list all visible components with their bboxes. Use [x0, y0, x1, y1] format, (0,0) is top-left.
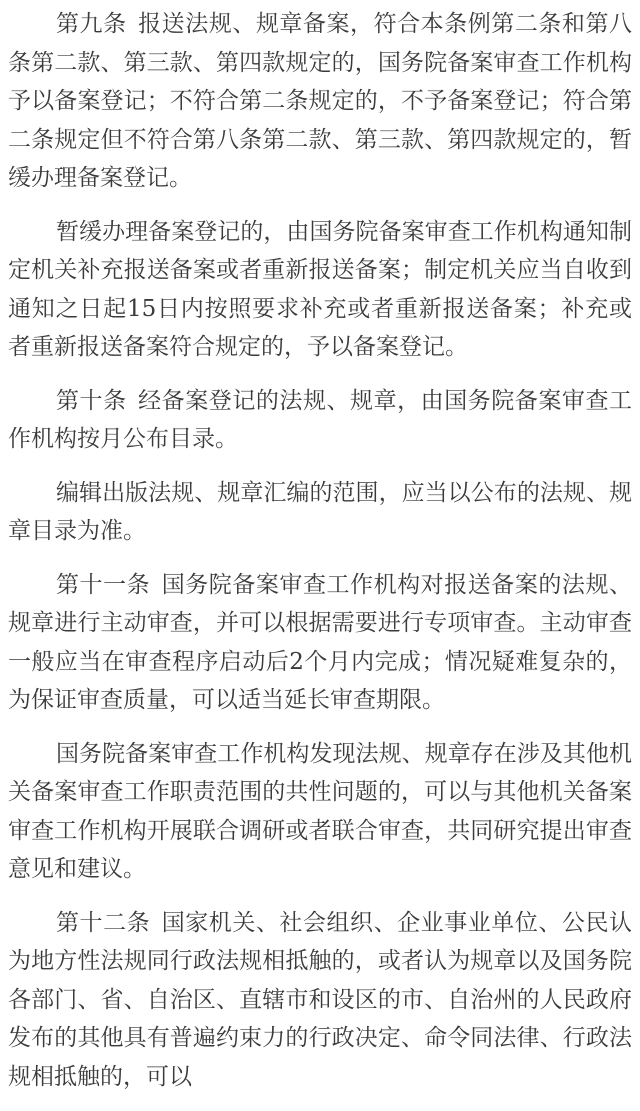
- paragraph-text: 经备案登记的法规、规章，由国务院备案审查工作机构按月公布目录。: [8, 387, 633, 452]
- paragraph-article-11: [8, 566, 632, 720]
- article-heading: 第九条: [56, 11, 127, 37]
- paragraph-article-9-clause-2: [8, 213, 632, 367]
- paragraph-text: 报送法规、规章备案，符合本条例第二条和第八条第二款、第三款、第四款规定的，国务院备案审查工作机构予以备案登记；不符合第二条规定的，不予备案登记；符合第二条规定但不符合第八条第二款、第三款、第四款规定的，暂缓办理备案登记。: [8, 11, 633, 191]
- document-page: [8, 5, 632, 1111]
- paragraph-text: 国务院备案审查工作机构对报送备案的法规、规章进行主动审查，并可以根据需要进行专项审查。主动审查一般应当在审查程序启动后2个月内完成；情况疑难复杂的，为保证审查质量，可以适当延长审查期限。: [8, 571, 633, 713]
- paragraph-text: 暂缓办理备案登记的，由国务院备案审查工作机构通知制定机关补充报送备案或者重新报送备案；制定机关应当自收到通知之日起15日内按照要求补充或者重新报送备案；补充或者重新报送备案符合规定的，予以备案登记。: [8, 218, 632, 360]
- paragraph-article-12: [8, 904, 632, 1097]
- article-heading: 第十二条: [56, 909, 151, 936]
- paragraph-article-10: [8, 382, 632, 459]
- paragraph-text: 编辑出版法规、规章汇编的范围，应当以公布的法规、规章目录为准。: [8, 479, 632, 544]
- paragraph-article-11-clause-2: [8, 735, 632, 889]
- article-heading: 第十一条: [56, 571, 151, 598]
- paragraph-article-9: [8, 5, 632, 198]
- article-heading: 第十条: [56, 387, 127, 414]
- paragraph-article-10-clause-2: [8, 474, 632, 551]
- paragraph-text: 国务院备案审查工作机构发现法规、规章存在涉及其他机关备案审查工作职责范围的共性问题的，可以与其他机关备案审查工作机构开展联合调研或者联合审查，共同研究提出审查意见和建议。: [8, 740, 632, 882]
- paragraph-text: 国家机关、社会组织、企业事业单位、公民认为地方性法规同行政法规相抵触的，或者认为规章以及国务院各部门、省、自治区、直辖市和设区的市、自治州的人民政府发布的其他具有普遍约束力的行政决定、命令同法律、行政法规相抵触的，可以: [8, 909, 633, 1090]
